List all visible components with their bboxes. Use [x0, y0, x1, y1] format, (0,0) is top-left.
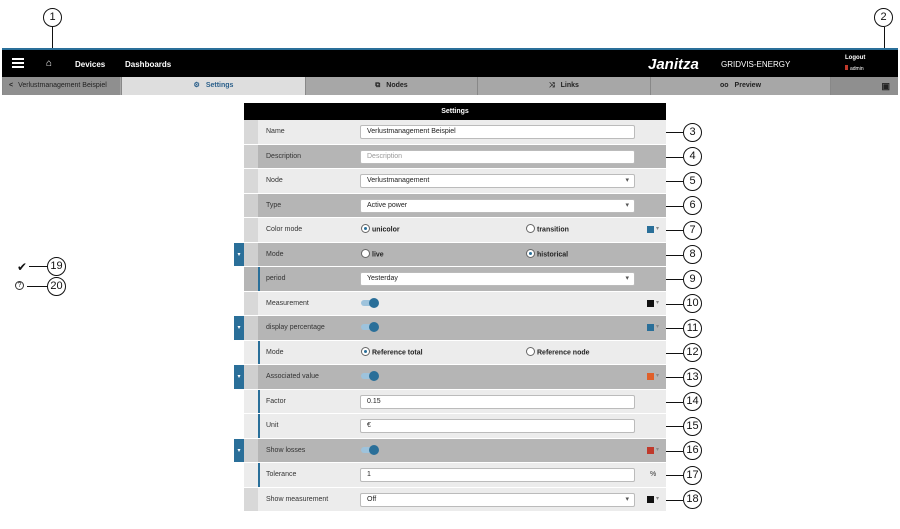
- radio-reference-node-label: Reference node: [537, 348, 590, 356]
- tolerance-unit: %: [650, 471, 657, 478]
- callout-11: 11: [683, 319, 702, 338]
- callout-5: 5: [683, 172, 702, 191]
- unit-row: [244, 414, 666, 439]
- radio-live[interactable]: [361, 250, 384, 259]
- color-mode-row: [244, 218, 666, 243]
- callout-4: 4: [683, 147, 702, 166]
- callout-5-leader: [666, 181, 683, 182]
- callout-13-leader: [666, 377, 683, 378]
- tab-nodes-label: Nodes: [386, 82, 408, 89]
- collapse-toggle-icon[interactable]: ▾: [234, 365, 244, 389]
- floppy-disk-icon: ▣: [881, 81, 890, 91]
- color-swatch[interactable]: [647, 496, 654, 503]
- radio-empty-icon: [526, 224, 535, 233]
- color-swatch[interactable]: [647, 373, 654, 380]
- callout-20-leader: [27, 286, 47, 287]
- associated-value-row: [237, 365, 666, 390]
- nav-devices[interactable]: Devices: [75, 60, 106, 69]
- editor-tab-bar: [2, 77, 898, 95]
- show-measurement-row: [244, 488, 666, 513]
- measurement-label: Measurement: [266, 299, 309, 307]
- node-select[interactable]: [360, 174, 635, 188]
- description-label: Description: [266, 152, 302, 160]
- logout-link[interactable]: Logout: [845, 55, 866, 61]
- callout-17-leader: [666, 475, 683, 476]
- callout-12: 12: [683, 343, 702, 362]
- nodes-icon: ⧉: [375, 82, 381, 89]
- radio-unicolor[interactable]: [361, 225, 400, 234]
- measurement-toggle[interactable]: [361, 300, 377, 306]
- brand-logo: Janitza: [648, 56, 699, 73]
- top-navigation-bar: [2, 48, 898, 77]
- type-row: [244, 194, 666, 219]
- mode-row: [237, 243, 666, 268]
- radio-transition[interactable]: [526, 225, 569, 234]
- tolerance-input[interactable]: 1: [360, 468, 635, 482]
- radio-selected-icon: [361, 224, 370, 233]
- associated-value-label: Associated value: [266, 373, 319, 380]
- chevron-down-icon: ▾: [656, 299, 660, 306]
- callout-15-leader: [666, 426, 683, 427]
- radio-empty-icon: [361, 249, 370, 258]
- color-swatch[interactable]: [647, 447, 654, 454]
- tab-preview-label: Preview: [734, 82, 762, 89]
- callout-8-leader: [666, 255, 683, 256]
- radio-historical-label: historical: [537, 250, 569, 258]
- show-losses-row: [237, 439, 666, 464]
- settings-panel: [237, 103, 666, 512]
- nav-dashboards[interactable]: Dashboards: [125, 60, 172, 69]
- callout-9-leader: [666, 279, 683, 280]
- callout-16-leader: [666, 451, 683, 452]
- type-label: Type: [266, 201, 282, 209]
- associated-value-toggle[interactable]: [361, 373, 377, 379]
- radio-reference-total-label: Reference total: [372, 348, 423, 356]
- callout-2: 2: [874, 8, 893, 27]
- help-icon[interactable]: ?: [15, 281, 24, 290]
- period-select[interactable]: [360, 272, 635, 286]
- measurement-row: [244, 292, 666, 317]
- breadcrumb[interactable]: [2, 77, 120, 95]
- reference-mode-row: [244, 341, 666, 366]
- callout-10-leader: [666, 304, 683, 305]
- callout-10: 10: [683, 294, 702, 313]
- callout-11-leader: [666, 328, 683, 329]
- share-icon: <: [9, 82, 14, 89]
- node-row: [244, 169, 666, 194]
- callout-14-leader: [666, 402, 683, 403]
- callout-4-leader: [666, 157, 683, 158]
- tab-links[interactable]: [477, 77, 650, 95]
- display-percentage-row: [237, 316, 666, 341]
- callout-3: 3: [683, 123, 702, 142]
- factor-label: Factor: [266, 397, 286, 405]
- node-label: Node: [266, 177, 283, 184]
- callout-7-leader: [666, 230, 683, 231]
- name-row: [244, 120, 666, 145]
- period-select-value: Yesterday: [367, 275, 398, 282]
- unit-input[interactable]: €: [360, 419, 635, 433]
- collapse-toggle-icon[interactable]: ▾: [234, 439, 244, 463]
- callout-18-leader: [666, 500, 683, 501]
- callout-17: 17: [683, 466, 702, 485]
- radio-selected-icon: [361, 347, 370, 356]
- display-percentage-label: display percentage: [266, 324, 325, 331]
- settings-title: Settings: [244, 103, 666, 120]
- hamburger-menu-icon[interactable]: [12, 58, 24, 68]
- color-swatch[interactable]: [647, 324, 654, 331]
- chevron-down-icon: ▾: [625, 177, 629, 184]
- radio-reference-total[interactable]: [361, 348, 423, 357]
- gear-icon: ⚙: [193, 82, 200, 89]
- checkmark-icon[interactable]: ✔: [17, 260, 28, 274]
- chevron-down-icon: ▾: [656, 373, 660, 379]
- name-input[interactable]: Verlustmanagement Beispiel: [360, 125, 635, 139]
- callout-9: 9: [683, 270, 702, 289]
- name-label: Name: [266, 128, 285, 135]
- save-button[interactable]: [830, 77, 898, 95]
- chevron-down-icon: ▾: [625, 495, 629, 503]
- breadcrumb-label: Verlustmanagement Beispiel: [18, 82, 107, 89]
- description-row: [244, 145, 666, 170]
- callout-1: 1: [43, 8, 62, 27]
- chevron-down-icon: ▾: [656, 446, 660, 453]
- tab-nodes[interactable]: [305, 77, 477, 95]
- chevron-down-icon: ▾: [625, 201, 629, 209]
- collapse-toggle-icon[interactable]: ▾: [234, 316, 244, 340]
- glasses-icon: oo: [719, 82, 729, 89]
- callout-3-leader: [666, 132, 683, 133]
- show-losses-label: Show losses: [266, 446, 306, 454]
- color-swatch[interactable]: [647, 226, 654, 233]
- chevron-down-icon: ▾: [656, 226, 660, 232]
- tab-preview[interactable]: [650, 77, 830, 95]
- type-select-value: Active power: [367, 201, 408, 209]
- radio-unicolor-label: unicolor: [372, 226, 400, 234]
- callout-15: 15: [683, 417, 702, 436]
- tolerance-row: [244, 463, 666, 488]
- show-measurement-label: Show measurement: [266, 495, 329, 503]
- mode-label: Mode: [266, 250, 284, 258]
- chevron-down-icon: ▾: [656, 495, 660, 502]
- color-mode-label: Color mode: [266, 226, 303, 233]
- callout-13: 13: [683, 368, 702, 387]
- callout-8: 8: [683, 245, 702, 264]
- collapse-toggle-icon[interactable]: ▾: [234, 243, 244, 267]
- tab-settings-label: Settings: [205, 82, 234, 89]
- color-swatch[interactable]: [647, 300, 654, 307]
- reference-mode-label: Mode: [266, 348, 284, 356]
- callout-16: 16: [683, 441, 702, 460]
- show-losses-toggle[interactable]: [361, 447, 377, 453]
- description-input[interactable]: Description: [360, 150, 635, 164]
- tab-settings[interactable]: [121, 77, 305, 95]
- radio-transition-label: transition: [537, 226, 569, 234]
- period-row: [244, 267, 666, 292]
- factor-row: [244, 390, 666, 415]
- user-name: admin: [845, 65, 864, 72]
- chevron-down-icon: ▾: [625, 275, 629, 282]
- radio-empty-icon: [526, 347, 535, 356]
- callout-19-leader: [29, 266, 47, 267]
- node-select-value: Verlustmanagement: [367, 177, 430, 184]
- display-percentage-toggle[interactable]: [361, 324, 377, 330]
- callout-20: 20: [47, 277, 66, 296]
- period-label: period: [266, 275, 286, 282]
- tolerance-label: Tolerance: [266, 471, 297, 478]
- shuffle-icon: ⤨: [549, 82, 555, 89]
- unit-label: Unit: [266, 422, 279, 429]
- factor-input[interactable]: 0.15: [360, 395, 635, 409]
- callout-12-leader: [666, 353, 683, 354]
- callout-14: 14: [683, 392, 702, 411]
- chevron-down-icon: ▾: [656, 324, 660, 330]
- tab-links-label: Links: [560, 82, 579, 89]
- home-icon[interactable]: ⌂: [46, 58, 53, 69]
- callout-18: 18: [683, 490, 702, 509]
- radio-live-label: live: [372, 250, 384, 258]
- callout-6-leader: [666, 206, 683, 207]
- callout-19: 19: [47, 257, 66, 276]
- callout-7: 7: [683, 221, 702, 240]
- type-select[interactable]: [360, 199, 635, 213]
- show-measurement-select[interactable]: [360, 493, 635, 507]
- radio-reference-node[interactable]: [526, 348, 590, 357]
- radio-selected-icon: [526, 249, 535, 258]
- show-measurement-value: Off: [367, 495, 377, 503]
- product-name: GRIDVIS-ENERGY: [721, 60, 791, 69]
- radio-historical[interactable]: [526, 250, 568, 259]
- callout-6: 6: [683, 196, 702, 215]
